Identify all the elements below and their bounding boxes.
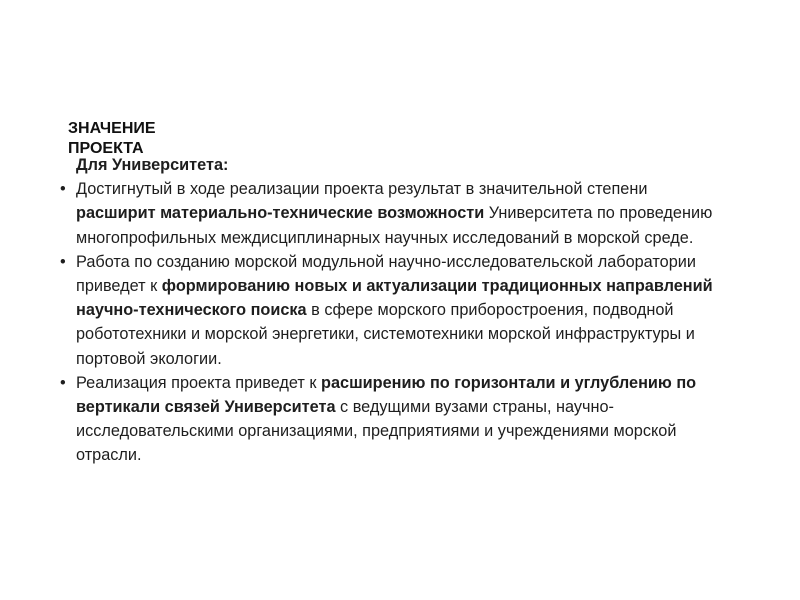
bullet-3-bold: расширению по горизонтали и углублению по вертикали связей Университета xyxy=(76,373,697,417)
bullet-3-text-2: с ведущими вузами страны, научно-исследовательскими организациями, предприятиями и учреждениями морской отрасли. xyxy=(76,398,677,465)
bullet-2-bold: формированию новых и актуализации традиционных направлений научно-технического поиска xyxy=(76,277,713,320)
bullet-2-text-2: в сфере морского приборостроения, подводной робототехники и морской энергетики, системотехники морской инфраструктуры и портовой экологии. xyxy=(76,301,695,368)
bullet-1-bold: расширит материально-технические возможности xyxy=(76,204,485,223)
bullet-item-2 xyxy=(60,250,725,371)
bullet-dot-icon: • xyxy=(60,252,66,271)
slide-title-line-2: ПРОЕКТА xyxy=(68,140,144,157)
subtitle: Для Университета: xyxy=(76,156,229,174)
slide-title-line-1: ЗНАЧЕНИЕ xyxy=(68,120,156,137)
bullet-3-text-1: Реализация проекта приведет к xyxy=(76,373,322,392)
bullet-list xyxy=(60,177,725,467)
bullet-1-text-2: Университета по проведению многопрофильных междисциплинарных научных исследований в морской среде. xyxy=(76,204,713,247)
bullet-item-3 xyxy=(60,371,725,468)
slide-body xyxy=(60,153,725,468)
bullet-2-text-1: Работа по созданию морской модульной научно-исследовательской лаборатории приведет к xyxy=(76,252,696,296)
bullet-item-1 xyxy=(60,177,725,250)
bullet-1-text-1: Достигнутый в ходе реализации проекта результат в значительной степени xyxy=(76,180,648,199)
bullet-dot-icon: • xyxy=(60,373,66,392)
bullet-dot-icon: • xyxy=(60,180,66,199)
